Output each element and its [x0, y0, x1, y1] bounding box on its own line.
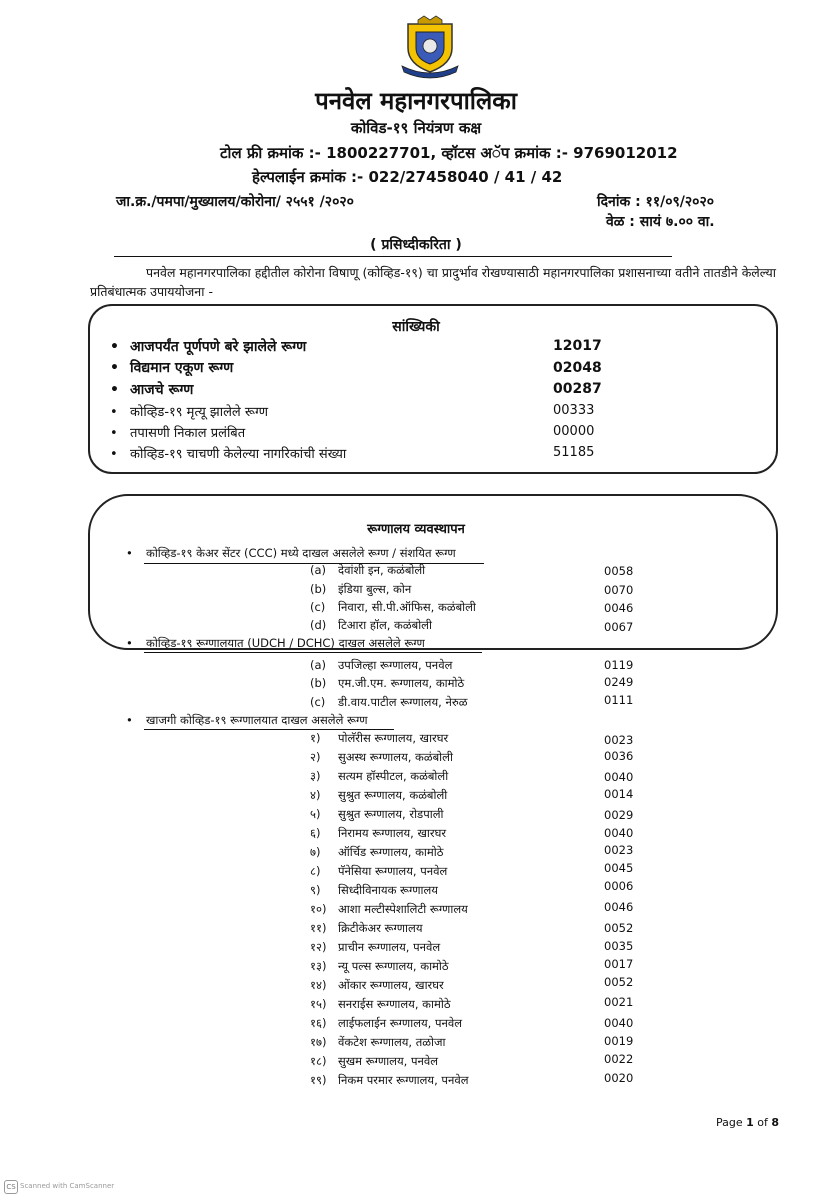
item-name: सुअस्थ रूग्णालय, कळंबोली: [338, 750, 453, 764]
item-marker: (d): [310, 618, 327, 632]
list-item: [310, 921, 423, 936]
item-count: 0017: [604, 957, 634, 971]
helpline-line: हेल्पलाईन क्रमांक :- 022/27458040 / 41 / 42: [252, 168, 563, 186]
bullet-icon: •: [110, 405, 118, 420]
item-name: सुश्रुत रूग्णालय, कळंबोली: [338, 788, 448, 802]
item-count: 0006: [604, 879, 634, 893]
municipal-emblem-logo: [398, 14, 462, 80]
item-marker: १२): [310, 940, 327, 954]
item-count: 0119: [604, 658, 634, 672]
list-item: [310, 1073, 469, 1088]
bullet-icon: •: [110, 339, 119, 355]
reference-number: जा.क्र./पमपा/मुख्यालय/कोरोना/ २५५१ /२०२०: [116, 194, 354, 210]
bullet-icon: •: [126, 546, 133, 560]
item-count: 0029: [604, 808, 634, 822]
list-item: [310, 940, 440, 955]
item-marker: ५): [310, 807, 321, 821]
camscanner-icon: CS: [4, 1180, 18, 1194]
item-name: एम.जी.एम. रूग्णालय, कामोठे: [338, 676, 465, 690]
list-item: [310, 883, 438, 898]
list-item: [310, 807, 443, 822]
item-marker: ११): [310, 921, 327, 935]
bullet-icon: •: [126, 636, 133, 650]
section-heading-text: खाजगी कोव्हिड-१९ रूग्णालयात दाखल असलेले रूग्ण: [146, 713, 368, 727]
item-name: वेंकटेश रूग्णालय, तळोजा: [338, 1035, 446, 1049]
item-name: सिध्दीविनायक रूग्णालय: [338, 883, 438, 897]
list-item: [310, 978, 444, 993]
item-name: निकम परमार रूग्णालय, पनवेल: [338, 1073, 469, 1087]
list-item: [310, 582, 411, 597]
divider: [114, 256, 672, 257]
item-count: 0052: [604, 921, 634, 935]
stat-label: कोव्हिड-१९ चाचणी केलेल्या नागरिकांची संख्या: [130, 447, 347, 462]
stat-row: [110, 402, 268, 420]
item-name: आशा मल्टीस्पेशालिटी रूग्णालय: [338, 902, 468, 916]
item-marker: १४): [310, 978, 327, 992]
section-heading-private: [126, 713, 368, 728]
toll-free-line: टोल फ्री क्रमांक :- 1800227701, व्हॉटस अॅप क्रमांक :- 9769012012: [220, 144, 678, 162]
page-number: [716, 1116, 779, 1129]
item-marker: १५): [310, 997, 327, 1011]
item-count: 0040: [604, 770, 634, 784]
section-heading-ccc: [126, 546, 456, 561]
item-count: 0022: [604, 1052, 634, 1066]
stat-label: विद्यमान एकूण रूग्ण: [130, 360, 234, 376]
section-underline: [144, 729, 394, 730]
hospital-management-title: रूग्णालय व्यवस्थापन: [367, 522, 465, 537]
list-item: [310, 769, 448, 784]
item-marker: (c): [310, 695, 326, 709]
item-name: लाईफलाईन रूग्णालय, पनवेल: [338, 1016, 463, 1030]
list-item: [310, 864, 447, 879]
list-item: [310, 750, 453, 765]
item-count: 0023: [604, 843, 634, 857]
item-marker: (b): [310, 582, 327, 596]
bullet-icon: •: [110, 426, 118, 441]
stat-label: कोव्हिड-१९ मृत्यू झालेले रूग्ण: [130, 405, 269, 420]
for-publication-label: ( प्रसिध्दीकरिता ): [370, 237, 462, 253]
scanner-watermark: Scanned with CamScanner: [20, 1182, 115, 1190]
item-count: 0023: [604, 733, 634, 747]
statistics-title: सांख्यिकी: [392, 319, 440, 335]
list-item: [310, 788, 447, 803]
stat-label: आजचे रूग्ण: [130, 382, 194, 398]
item-count: 0020: [604, 1071, 634, 1085]
list-item: [310, 997, 451, 1012]
bullet-icon: •: [110, 360, 119, 376]
list-item: [310, 845, 443, 860]
list-item: [310, 563, 425, 578]
intro-paragraph: पनवेल महानगरपालिका हद्दीतील कोरोना विषाणू (कोव्हिड-१९) चा प्रादुर्भाव रोखण्यासाठी महानगरपालिका प्रशासनाच्या वतीने तातडीने केलेल्या प्रतिबंधात्मक उपाययोजना -: [90, 265, 776, 299]
item-count: 0046: [604, 900, 634, 914]
of-word: of: [757, 1116, 768, 1129]
list-item: [310, 1054, 438, 1069]
stat-value: 00333: [553, 403, 595, 418]
stat-label: आजपर्यंत पूर्णपणे बरे झालेले रूग्ण: [130, 339, 307, 355]
list-item: [310, 658, 452, 673]
stat-row: [110, 337, 306, 356]
item-name: ओंकार रूग्णालय, खारघर: [338, 978, 444, 992]
item-name: पोलॅरीस रूग्णालय, खारघर: [338, 731, 449, 745]
item-count: 0070: [604, 583, 634, 597]
list-item: [310, 826, 446, 841]
item-marker: (a): [310, 563, 327, 577]
item-name: सुश्रुत रूग्णालय, रोडपाली: [338, 807, 444, 821]
current-page: 1: [746, 1116, 754, 1129]
item-marker: १७): [310, 1035, 327, 1049]
organization-title: पनवेल महानगरपालिका: [315, 87, 517, 115]
item-name: देवांशी इन, कळंबोली: [338, 563, 426, 577]
item-name: टिआरा हॉल, कळंबोली: [338, 618, 432, 632]
item-marker: (b): [310, 676, 327, 690]
stat-value: 00287: [553, 381, 602, 397]
item-name: ऑर्चिड रूग्णालय, कामोठे: [338, 845, 444, 859]
section-heading-udch: [126, 636, 425, 651]
stat-row: [110, 358, 233, 377]
item-marker: १९): [310, 1073, 327, 1087]
item-marker: १६): [310, 1016, 327, 1030]
item-name: उपजिल्हा रूग्णालय, पनवेल: [338, 658, 453, 672]
hospital-management-box: [88, 494, 778, 650]
item-name: प्राचीन रूग्णालय, पनवेल: [338, 940, 441, 954]
stat-value: 00000: [553, 424, 595, 439]
total-pages: 8: [771, 1116, 780, 1129]
stat-row: [110, 423, 245, 441]
item-count: 0040: [604, 826, 634, 840]
stat-value: 02048: [553, 360, 602, 376]
control-cell-title: कोविड-१९ नियंत्रण कक्ष: [350, 119, 482, 137]
item-name: सनराईस रूग्णालय, कामोठे: [338, 997, 451, 1011]
item-marker: ६): [310, 826, 321, 840]
item-marker: १३): [310, 959, 327, 973]
section-underline: [144, 652, 482, 653]
list-item: [310, 695, 467, 710]
item-marker: २): [310, 750, 321, 764]
item-count: 0040: [604, 1016, 634, 1030]
section-heading-text: कोव्हिड-१९ केअर सेंटर (CCC) मध्ये दाखल असलेले रूग्ण / संशयित रूग्ण: [146, 546, 456, 560]
stat-value: 51185: [553, 445, 595, 460]
item-name: पॅनेसिया रूग्णालय, पनवेल: [338, 864, 448, 878]
list-item: [310, 600, 476, 615]
bullet-icon: •: [110, 382, 119, 398]
list-item: [310, 902, 468, 917]
bullet-icon: •: [110, 447, 118, 462]
item-marker: (a): [310, 658, 327, 672]
item-name: न्यू पल्स रूग्णालय, कामोठे: [338, 959, 449, 973]
item-count: 0046: [604, 601, 634, 615]
item-marker: ३): [310, 769, 321, 783]
item-count: 0021: [604, 995, 634, 1009]
item-name: सत्यम हॉस्पीटल, कळंबोली: [338, 769, 449, 783]
stat-value: 12017: [553, 338, 602, 354]
item-count: 0111: [604, 693, 634, 707]
item-marker: (c): [310, 600, 326, 614]
document-time: वेळ : सायं ७.०० वा.: [606, 214, 715, 230]
item-name: निवारा, सी.पी.ऑफिस, कळंबोली: [338, 600, 476, 614]
item-name: डी.वाय.पाटील रूग्णालय, नेरुळ: [338, 695, 468, 709]
list-item: [310, 1016, 462, 1031]
item-count: 0014: [604, 787, 634, 801]
item-marker: १०): [310, 902, 327, 916]
item-count: 0045: [604, 861, 634, 875]
section-heading-text: कोव्हिड-१९ रूग्णालयात (UDCH / DCHC) दाखल असलेले रूग्ण: [146, 636, 425, 650]
item-count: 0035: [604, 939, 634, 953]
item-name: क्रिटीकेअर रूग्णालय: [338, 921, 423, 935]
stat-label: तपासणी निकाल प्रलंबित: [130, 426, 246, 441]
item-count: 0019: [604, 1034, 634, 1048]
item-name: सुखम रूग्णालय, पनवेल: [338, 1054, 439, 1068]
item-marker: ४): [310, 788, 321, 802]
item-count: 0067: [604, 620, 634, 634]
list-item: [310, 959, 449, 974]
list-item: [310, 676, 464, 691]
item-name: निरामय रूग्णालय, खारघर: [338, 826, 447, 840]
stat-row: [110, 380, 193, 399]
document-date: दिनांक : ११/०९/२०२०: [597, 194, 715, 210]
stat-row: [110, 444, 346, 462]
item-count: 0249: [604, 675, 634, 689]
page-word: Page: [716, 1116, 743, 1129]
item-name: इंडिया बुल्स, कोन: [338, 582, 412, 596]
item-marker: १): [310, 731, 321, 745]
item-marker: १८): [310, 1054, 327, 1068]
item-count: 0058: [604, 564, 634, 578]
bullet-icon: •: [126, 713, 133, 727]
item-marker: ९): [310, 883, 321, 897]
item-count: 0052: [604, 975, 634, 989]
list-item: [310, 731, 448, 746]
list-item: [310, 1035, 446, 1050]
list-item: [310, 618, 432, 633]
item-marker: ८): [310, 864, 321, 878]
item-count: 0036: [604, 749, 634, 763]
item-marker: ७): [310, 845, 321, 859]
